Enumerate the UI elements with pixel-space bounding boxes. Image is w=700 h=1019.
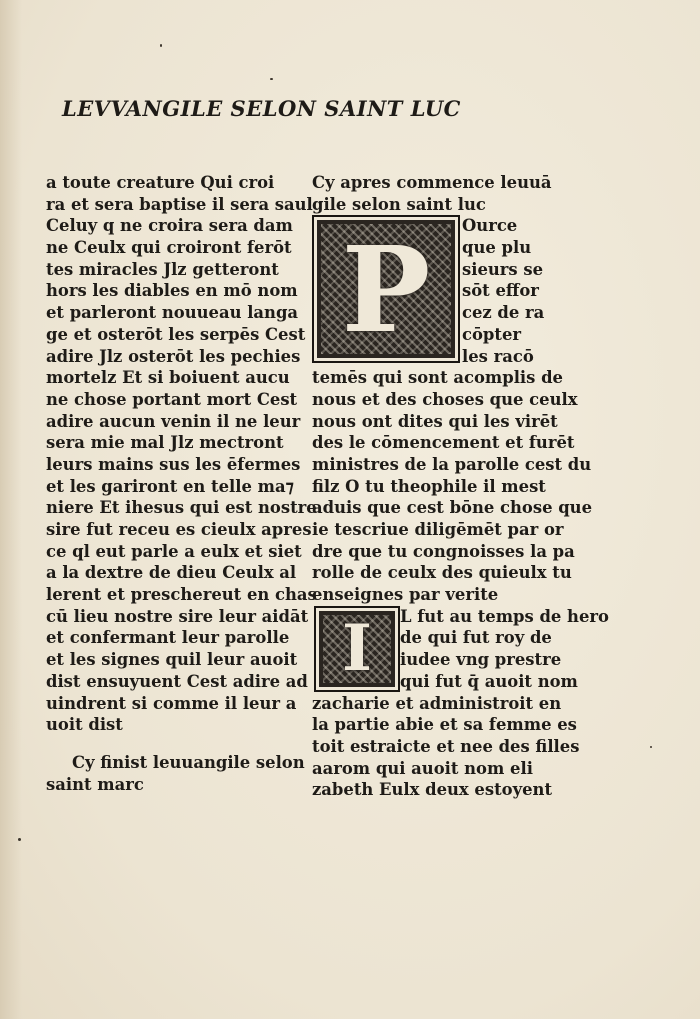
text-line: dre que tu congnoisses la pa: [312, 541, 575, 561]
page-gutter-shadow: [0, 0, 22, 1019]
heading-line: gile selon saint luc: [312, 194, 486, 214]
initial-letter: P: [341, 219, 431, 359]
left-column-text: [46, 172, 317, 736]
text-line: la partie abie et sa femme es: [312, 715, 577, 735]
text-line: adire Jlz osterōt les pechies: [46, 346, 301, 366]
text-line: de qui fut roy de: [400, 628, 552, 648]
heading-line: Cy apres commence leuuā: [312, 173, 552, 192]
running-head: LEVVANGILE SELON SAINT LUC: [62, 96, 461, 121]
text-line: enseignes par verite: [312, 585, 499, 605]
text-line: cū lieu nostre sire leur aidāt: [46, 606, 309, 626]
after-initial-text: [312, 367, 593, 606]
text-line: L fut au temps de hero: [400, 606, 609, 626]
text-line: et les signes quil leur auoit: [46, 650, 298, 670]
decorated-initial-p: [312, 215, 460, 363]
text-line: sieurs se: [462, 259, 544, 279]
text-line: sōt effor: [462, 281, 539, 301]
text-line: dist ensuyuent Cest adire ad: [46, 671, 308, 691]
text-line: des le cōmencement et furēt: [312, 433, 575, 453]
chapter-heading: [312, 172, 552, 215]
text-line: tes miracles Jlz getteront: [46, 259, 279, 279]
text-line: rolle de ceulx des quieulx tu: [312, 563, 572, 583]
text-line: mortelz Et si boiuent aucu: [46, 368, 290, 388]
text-line: ne Ceulx qui croiront ferōt: [46, 238, 292, 258]
text-line: aarom qui auoit nom eli: [312, 758, 533, 778]
text-line: toit estraicte et nee des filles: [312, 736, 580, 756]
text-line: que plu: [462, 238, 532, 258]
ink-speck: [18, 838, 21, 841]
text-line: lerent et preschereut en chas: [46, 585, 317, 605]
text-line: adire aucun venin il ne leur: [46, 411, 301, 431]
decorated-initial-i: [314, 606, 400, 692]
text-line: leurs mains sus les ēfermes: [46, 454, 301, 474]
text-line: et confermant leur parolle: [46, 628, 290, 648]
text-line: ge et osterōt les serpēs Cest: [46, 324, 306, 344]
initial-i-block: [312, 606, 609, 693]
after-initial-text: [312, 693, 580, 801]
text-line: temēs qui sont acomplis de: [312, 368, 563, 388]
left-column: [46, 172, 317, 795]
text-line: ie tescriue diligēmēt par or: [312, 520, 564, 539]
text-line: uindrent si comme il leur a: [46, 693, 297, 713]
text-line: cōpter: [462, 324, 522, 344]
ink-speck: [270, 78, 273, 80]
text-line: Ource: [462, 216, 518, 236]
text-line: a la dextre de dieu Ceulx al: [46, 563, 297, 583]
text-line: et les gariront en telle ma⁊: [46, 476, 294, 496]
text-line: sire fut receu es cieulx apres: [46, 520, 312, 539]
text-line: ministres de la parolle cest du: [312, 454, 592, 474]
colophon-line: saint marc: [46, 774, 144, 794]
text-line: ne chose portant mort Cest: [46, 389, 298, 409]
text-line: zacharie et administroit en: [312, 693, 562, 713]
text-line: a toute creature Qui croi: [46, 173, 275, 192]
text-line: les racō: [462, 346, 534, 366]
colophon-line: Cy finist leuuangile selon: [72, 752, 305, 772]
text-line: sera mie mal Jlz mectront: [46, 433, 284, 453]
text-line: uoit dist: [46, 715, 123, 735]
text-line: nous ont dites qui les virēt: [312, 411, 558, 431]
text-line: iudee vng prestre: [400, 650, 562, 670]
initial-p-block: [312, 215, 545, 367]
text-line: qui fut q̄ auoit nom: [400, 671, 578, 691]
text-line: filz O tu theophile il mest: [312, 476, 546, 496]
ink-speck: [650, 746, 652, 748]
text-line: ce ql eut parle a eulx et siet: [46, 541, 302, 561]
text-line: cez de ra: [462, 303, 545, 323]
text-line: Celuy q ne croira sera dam: [46, 216, 293, 236]
text-line: zabeth Eulx deux estoyent: [312, 780, 553, 800]
text-line: ra et sera baptise il sera saul: [46, 194, 313, 214]
ink-speck: [160, 44, 162, 47]
text-line: nous et des choses que ceulx: [312, 389, 578, 409]
right-column: [312, 172, 609, 801]
text-line: hors les diables en mō nom: [46, 281, 298, 301]
text-line: aduis que cest bōne chose que: [312, 498, 593, 518]
text-line: niere Et ihesus qui est nostre: [46, 498, 317, 518]
colophon: [46, 752, 305, 795]
text-line: et parleront nouueau langa: [46, 303, 299, 323]
initial-letter: I: [342, 610, 372, 686]
